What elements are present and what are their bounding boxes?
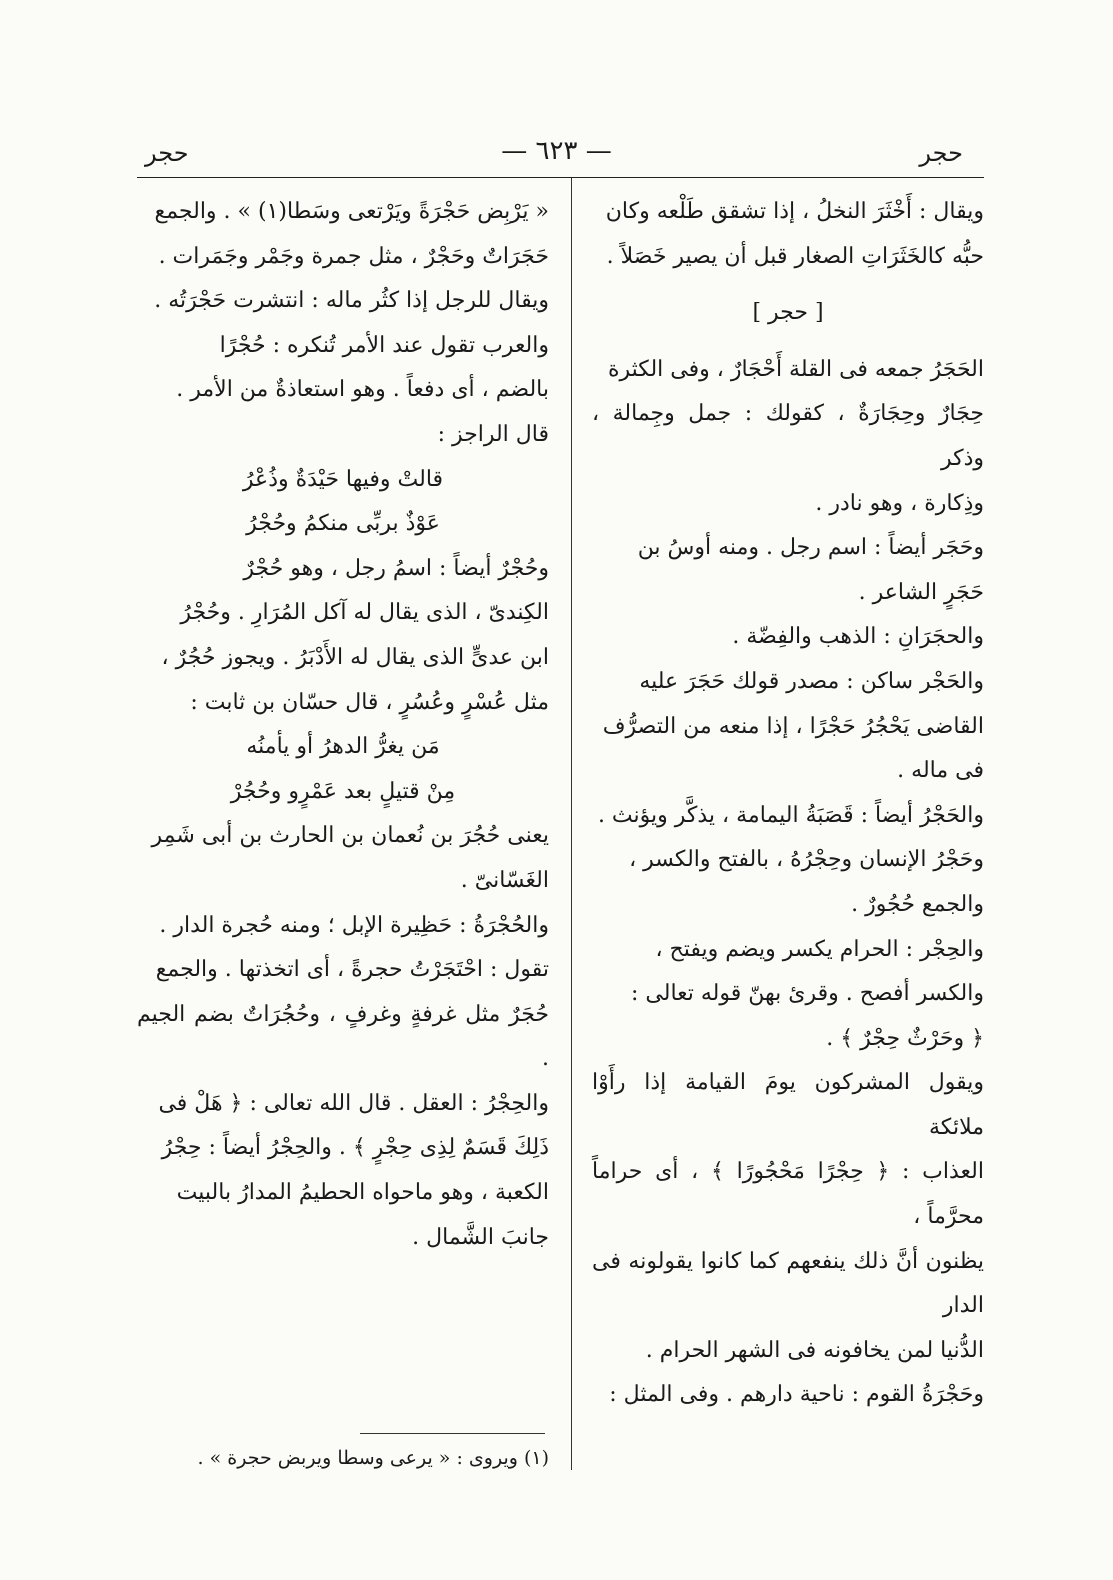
text-line: والجمع حُجُورٌ . <box>851 891 984 917</box>
text-line: الغَسّانىّ . <box>460 867 549 893</box>
text-line: والحِجْرُ : العقل . قال الله تعالى : ﴿ هَلْ فى <box>158 1090 549 1116</box>
running-header-right: حجر <box>919 139 963 167</box>
text-line: بالضم ، أى دفعاً . وهو استعاذةٌ من الأمر . <box>176 377 549 403</box>
text-line: والحجَرَانِ : الذهب والفِضّة . <box>732 624 984 650</box>
text-line: والحُجْرَةُ : حَظِيرة الإبل ؛ ومنه حُجرة الدار . <box>159 912 549 938</box>
text-line: ذَلِكَ قَسَمٌ لِذِى حِجْرٍ ﴾ . والحِجْرُ أيضاً : حِجْرُ <box>161 1135 549 1161</box>
text-line: تقول : احْتَجَرْتُ حجرةً ، أى اتخذتها . والجمع <box>155 957 549 983</box>
text-line: مثل عُسْرٍ وعُسُرٍ ، قال حسّان بن ثابت : <box>190 689 549 715</box>
text-line: حَجَرٍ الشاعر . <box>858 579 984 605</box>
text-line: والعرب تقول عند الأمر تُنكره : حُجْرًا <box>219 332 549 358</box>
text-line: الحَجَرُ جمعه فى القلة أَحْجَارٌ ، وفى الكثرة <box>608 356 984 382</box>
text-line: ابن عدىٍّ الذى يقال له الأَدْبَرُ . ويجوز حُجُرٌ ، <box>161 644 549 670</box>
text-line: ويقال للرجل إذا كثُر ماله : انتشرت حَجْرَتُه . <box>154 288 549 314</box>
text-line: والكسر أفصح . وقرئ بهنّ قوله تعالى : <box>631 981 984 1007</box>
text-line: وذِكارة ، وهو نادر . <box>815 490 984 516</box>
text-line: الكِندىّ ، الذى يقال له آكل المُرَارِ . وحُجْرُ <box>180 600 549 626</box>
text-line: حَجَرَاتٌ وحَجْرٌ ، مثل جمرة وجَمْر وجَمَرات . <box>158 243 549 269</box>
footnote-rule <box>360 1433 545 1434</box>
running-header-left: حجر <box>145 139 189 167</box>
column-divider <box>571 178 572 1470</box>
verse-line: مِنْ قتيلٍ بعد عَمْرٍو وحُجُرْ <box>230 778 456 804</box>
text-line: القاضى يَحْجُرُ حَجْرًا ، إذا منعه من التصرُّف <box>602 713 984 739</box>
text-line: يعنى حُجُرَ بن نُعمان بن الحارث بن أبى شَمِر <box>151 823 549 849</box>
footnote: (١) ويروى : « يرعى وسطا ويربض حجرة » . <box>197 1447 549 1469</box>
text-line: يظنون أنَّ ذلك ينفعهم كما كانوا يقولونه فى الدار <box>592 1248 984 1319</box>
text-line: جانبَ الشَّمال . <box>412 1224 549 1250</box>
text-line: العذاب : ﴿ حِجْرًا مَحْجُورًا ﴾ ، أى حراماً محرَّماً ، <box>592 1159 984 1230</box>
text-line: قال الراجز : <box>437 421 549 447</box>
text-line: وحُجْرٌ أيضاً : اسمُ رجل ، وهو حُجْرٌ <box>243 555 549 581</box>
text-line: فى ماله . <box>897 758 984 784</box>
text-line: ويقال : أَخْثَرَ النخلُ ، إذا تشقق طَلْعه وكان <box>605 199 984 224</box>
text-line: « يَرْبِض حَجْرَةً ويَرْتعى وسَطا(١) » . والجمع <box>154 199 549 224</box>
right-column <box>592 190 984 1418</box>
text-line: والحَجْرُ أيضاً : قَصَبَةُ اليمامة ، يذكَّر ويؤنث . <box>597 802 984 828</box>
text-line: الكعبة ، وهو ماحواه الحطيمُ المدارُ بالبيت <box>176 1180 549 1206</box>
left-column <box>137 190 549 1260</box>
header-rule <box>137 177 984 178</box>
text-line: الدُّنيا لمن يخافونه فى الشهر الحرام . <box>645 1337 984 1363</box>
text-line: وحَجْرُ الإنسان وحِجْرُهُ ، بالفتح والكسر ، <box>629 847 984 873</box>
text-line: ويقول المشركون يومَ القيامة إذا رأَوْا ملائكة <box>592 1070 984 1140</box>
verse-line: مَن يغرُّ الدهرُ أو يأمنُه <box>246 734 440 760</box>
verse-line: عَوْذٌ بربِّى منكمُ وحُجْرُ <box>246 511 440 537</box>
text-line: والحَجْر ساكن : مصدر قولك حَجَرَ عليه <box>639 668 984 694</box>
text-line: وحَجْرَةُ القوم : ناحية دارهم . وفى المثل : <box>609 1382 984 1408</box>
entry-heading: [ حجر ] <box>752 300 824 326</box>
page-number: — ٦٢٣ — <box>501 136 612 166</box>
text-line: حُجَرٌ مثل غرفةٍ وغرفٍ ، وحُجُرَاتٌ بضم الجيم . <box>137 1001 549 1072</box>
verse-line: قالتْ وفيها حَيْدَةٌ وذُعْرُ <box>242 466 444 492</box>
text-line: ﴿ وحَرْثٌ حِجْرٌ ﴾ . <box>826 1025 984 1051</box>
text-line: وحَجَر أيضاً : اسم رجل . ومنه أوسُ بن <box>637 535 984 561</box>
text-line: حِجَارٌ وحِجَارَةٌ ، كقولك : جمل وجِمالة ، وذكر <box>592 401 984 471</box>
text-line: حبُّه كالخَثَرَاتِ الصغار قبل أن يصير خَصَلاً . <box>606 243 984 269</box>
text-line: والحِجْر : الحرام يكسر ويضم ويفتح ، <box>655 936 984 962</box>
